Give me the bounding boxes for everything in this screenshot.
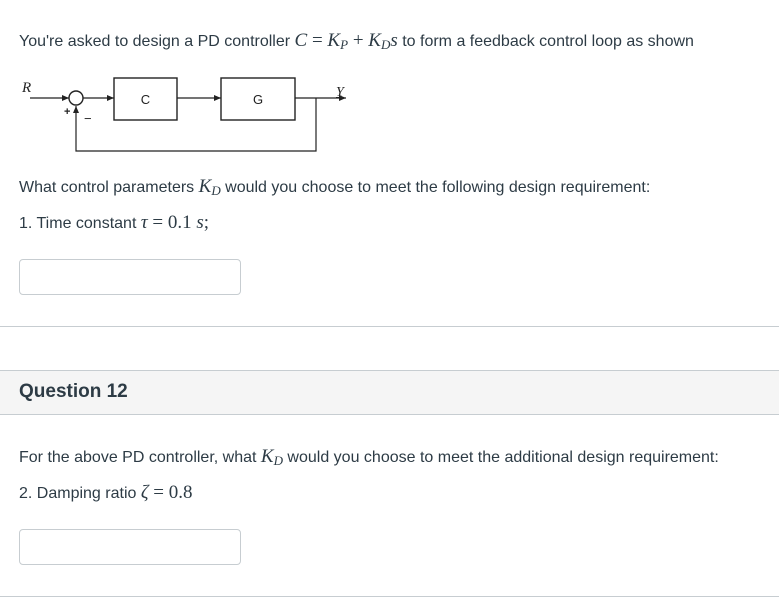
damping-ratio-equation: ζ = 0.8 [140, 482, 193, 503]
controller-block-label: C [140, 92, 151, 107]
time-constant-value: 0.1 [167, 212, 192, 233]
prompt-suffix-text: would you choose to meet the following design requirement: [220, 179, 651, 196]
plant-block-label: G [252, 92, 264, 107]
controller-equation: $C = K_P + K_Ds$ [294, 30, 398, 52]
minus-sign: − [84, 111, 92, 126]
requirement-time-constant [19, 213, 209, 234]
question-intro [19, 31, 694, 55]
time-constant-equation: τ = 0.1 s; [140, 212, 210, 233]
question-header [0, 370, 779, 415]
question-prompt-q12 [19, 447, 719, 471]
question-prompt [19, 177, 650, 201]
intro-suffix-text: to form a feedback control loop as shown [397, 33, 694, 50]
time-constant-unit: s [196, 212, 204, 233]
plus-sign: + [64, 106, 71, 118]
summing-junction [69, 91, 83, 105]
prompt-prefix-text: For the above PD controller, what [19, 449, 261, 466]
requirement-damping-ratio [19, 483, 193, 504]
question-title: Question 12 [19, 381, 128, 402]
output-label: Y [336, 85, 344, 100]
feedback-block-diagram [18, 70, 358, 156]
prompt-prefix-text: What control parameters [19, 179, 199, 196]
answer-input-q12[interactable] [19, 529, 241, 565]
damping-ratio-value: 0.8 [168, 482, 193, 503]
requirement-suffix-text: ; [203, 212, 210, 233]
section-divider-bottom [0, 596, 779, 597]
input-label: R [22, 80, 32, 96]
requirement-prefix-text: 2. Damping ratio [19, 485, 141, 502]
section-divider [0, 326, 779, 327]
prompt-suffix-text: would you choose to meet the additional design requirement: [282, 449, 719, 466]
intro-prefix-text: You're asked to design a PD controller [19, 33, 295, 50]
kd-symbol: $K_D$ [260, 446, 283, 468]
requirement-prefix-text: 1. Time constant [19, 215, 141, 232]
answer-input-q11[interactable] [19, 259, 241, 295]
kd-symbol: $K_D$ [198, 176, 221, 198]
